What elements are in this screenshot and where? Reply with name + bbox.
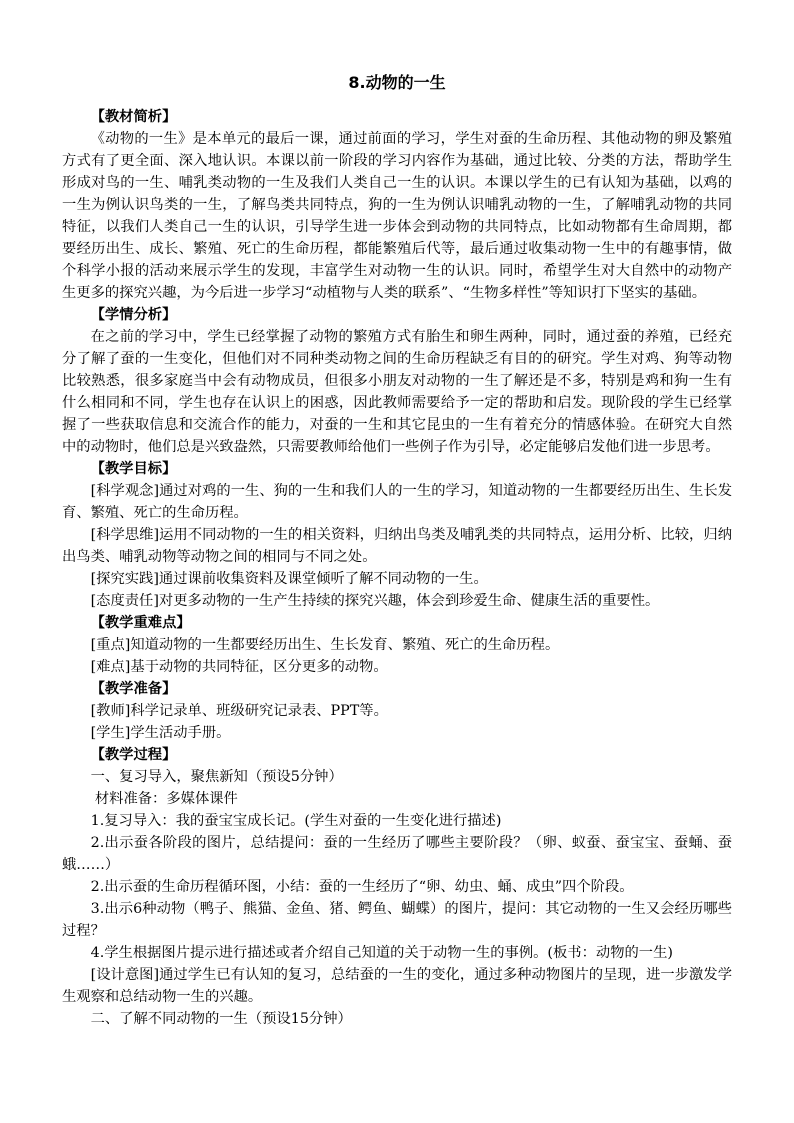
section-heading: 【教学重难点】 bbox=[90, 615, 191, 631]
section-heading: 【学情分析】 bbox=[90, 307, 177, 323]
section-heading: 【教材简析】 bbox=[90, 109, 177, 125]
section-heading: 【教学准备】 bbox=[90, 681, 177, 697]
paragraph: [探究实践]通过课前收集资料及课堂倾听了解不同动物的一生。 bbox=[90, 571, 488, 587]
paragraph: 材料准备：多媒体课件 bbox=[94, 791, 238, 807]
paragraph: 1.复习导入：我的蚕宝宝成长记。(学生对蚕的一生变化进行描述) bbox=[90, 813, 502, 829]
section-heading: 【教学过程】 bbox=[90, 747, 177, 763]
paragraph: 一、复习导入，聚焦新知（预设5分钟） bbox=[90, 769, 343, 785]
paragraph: 《动物的一生》是本单元的最后一课，通过前面的学习，学生对蚕的生命历程、其他动物的卵及繁殖方式有了更全面、深入地认识。本课以前一阶段的学习内容作为基础，通过比较、分类的方法，帮助学生形成对鸟的一生、哺乳类动物的一生及我们人类自己一生的认识。本课以学生的已有认知为基础，以鸡的一生为例认识鸟类的一生，了解鸟类共同特点，狗的一生为例认识哺乳动物的一生，了解哺乳动物的共同特征，以我们人类自己一生的认识，引导学生进一步体会到动物的共同特点，比如动物都有生命周期，都要经历出生、成长、繁殖、死亡的生命历程，都能繁殖后代等，最后通过收集动物一生中的有趣事情，做个科学小报的活动来展示学生的发现，丰富学生对动物一生的认识。同时，希望学生对大自然中的动物产生更多的探究兴趣，为今后进一步学习“动植物与人类的联系”、“生物多样性”等知识打下坚实的基础。 bbox=[62, 131, 732, 301]
paragraph: [科学观念]通过对鸡的一生、狗的一生和我们人的一生的学习，知道动物的一生都要经历出生、生长发育、繁殖、死亡的生命历程。 bbox=[62, 483, 732, 521]
paragraph: 二、了解不同动物的一生（预设15分钟） bbox=[90, 1011, 352, 1027]
paragraph: [重点]知道动物的一生都要经历出生、生长发育、繁殖、死亡的生命历程。 bbox=[90, 637, 560, 653]
paragraph: 2.出示蚕各阶段的图片，总结提问：蚕的一生经历了哪些主要阶段？（卵、蚁蚕、蚕宝宝、蚕蛹、蚕蛾……） bbox=[62, 835, 732, 873]
paragraph: [教师]科学记录单、班级研究记录表、PPT等。 bbox=[90, 703, 388, 719]
paragraph: 4.学生根据图片提示进行描述或者介绍自己知道的关于动物一生的事例。(板书：动物的一生) bbox=[90, 945, 673, 961]
paragraph: [态度责任]对更多动物的一生产生持续的探究兴趣，体会到珍爱生命、健康生活的重要性。 bbox=[90, 593, 660, 609]
paragraph: 在之前的学习中，学生已经掌握了动物的繁殖方式有胎生和卵生两种，同时，通过蚕的养殖，已经充分了解了蚕的一生变化，但他们对不同种类动物之间的生命历程缺乏有目的的研究。学生对鸡、狗等动物比较熟悉，很多家庭当中会有动物成员，但很多小朋友对动物的一生了解还是不多，特别是鸡和狗一生有什么相同和不同，学生也存在认识上的困惑，因此教师需要给予一定的帮助和启发。现阶段的学生已经掌握了一些获取信息和交流合作的能力，对蚕的一生和其它昆虫的一生有着充分的情感体验。在研究大自然中的动物时，他们总是兴致盎然，只需要教师给他们一些例子作为引导，必定能够启发他们进一步思考。 bbox=[62, 329, 732, 455]
document-title: 8.动物的一生 bbox=[348, 73, 446, 92]
document-body bbox=[62, 106, 732, 1030]
paragraph: 2.出示蚕的生命历程循环图，小结：蚕的一生经历了“卵、幼虫、蛹、成虫”四个阶段。 bbox=[90, 879, 634, 895]
paragraph: [学生]学生活动手册。 bbox=[90, 725, 231, 741]
paragraph: [设计意图]通过学生已有认知的复习，总结蚕的一生的变化，通过多种动物图片的呈现，进一步激发学生观察和总结动物一生的兴趣。 bbox=[62, 967, 732, 1005]
paragraph: 3.出示6种动物（鸭子、熊猫、金鱼、猪、鳄鱼、蝴蝶）的图片，提问：其它动物的一生又会经历哪些过程？ bbox=[62, 901, 732, 939]
paragraph: [难点]基于动物的共同特征，区分更多的动物。 bbox=[90, 659, 388, 675]
section-heading: 【教学目标】 bbox=[90, 461, 177, 477]
paragraph: [科学思维]运用不同动物的一生的相关资料，归纳出鸟类及哺乳类的共同特点，运用分析、比较，归纳出鸟类、哺乳动物等动物之间的相同与不同之处。 bbox=[62, 527, 732, 565]
